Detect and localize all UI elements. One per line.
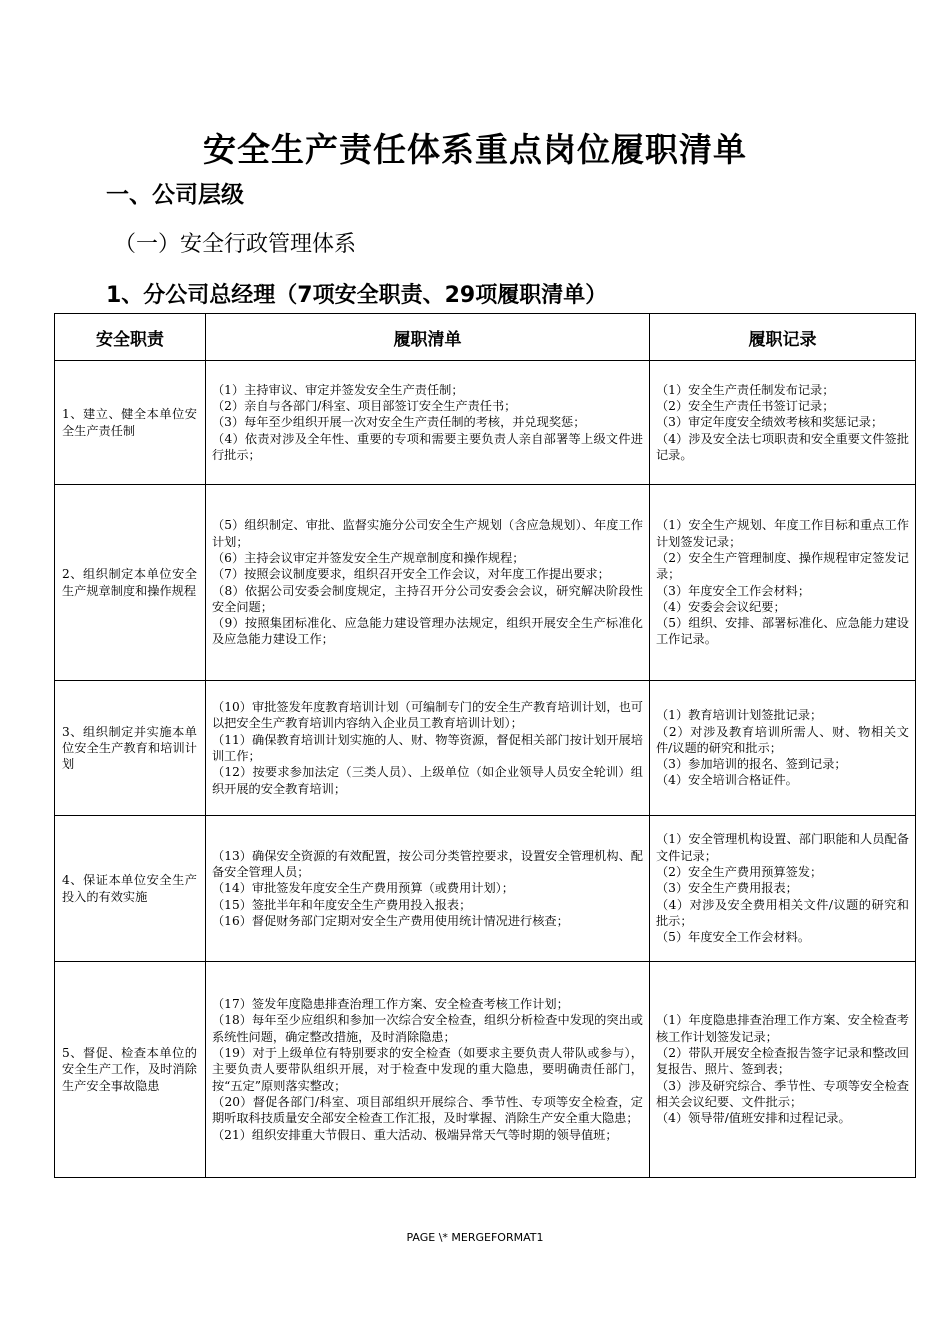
record-item: （4）安委会会议纪要； [656, 599, 786, 614]
checklist-item: （18）每年至少应组织和参加一次综合安全检查，组织分析检查中发现的突出或系统性问题，确定整改措施，及时消除隐患； [212, 1013, 643, 1044]
document-title: 安全生产责任体系重点岗位履职清单 [203, 130, 747, 169]
checklist-item: （8）依据公司安委会制度规定，主持召开分公司安委会会议，研究解决阶段性安全问题； [212, 583, 643, 614]
record-item: （1）安全管理机构设置、部门职能和人员配备文件记录； [656, 832, 909, 863]
section-heading-level3: 1、分公司总经理（7项安全职责、29项履职清单） [106, 283, 608, 308]
checklist-item: （17）签发年度隐患排查治理工作方案、安全检查考核工作计划； [212, 997, 569, 1012]
record-item: （5）年度安全工作会材料。 [656, 930, 811, 945]
checklist-cell [206, 962, 650, 1178]
checklist-item: （2）亲自与各部门/科室、项目部签订安全生产责任书； [212, 399, 517, 414]
table-row [55, 485, 916, 681]
records-cell [650, 681, 916, 816]
checklist-item: （13）确保安全资源的有效配置，按公司分类管控要求，设置安全管理机构、配备安全管理人员； [212, 848, 643, 880]
record-item: （2）带队开展安全检查报告签字记录和整改回复报告、照片、签到表； [656, 1046, 909, 1077]
record-item: （3）参加培训的报名、签到记录； [656, 757, 847, 772]
section-heading-level1: 一、公司层级 [106, 182, 244, 208]
record-item: （4）涉及安全法七项职责和安全重要文件签批记录。 [656, 431, 909, 462]
checklist-cell [206, 361, 650, 485]
checklist-cell [206, 816, 650, 962]
duty-cell: 1、建立、健全本单位安全生产责任制 [55, 361, 206, 485]
section-heading-level2: （一）安全行政管理体系 [114, 232, 357, 257]
checklist-item: （6）主持会议审定并签发安全生产规章制度和操作规程； [212, 550, 525, 565]
record-item: （1）年度隐患排查治理工作方案、安全检查考核工作计划签发记录； [656, 1013, 909, 1044]
duty-cell: 3、组织制定并实施本单位安全生产教育和培训计划 [55, 681, 206, 816]
table-row [55, 681, 916, 816]
duty-cell: 5、督促、检查本单位的安全生产工作，及时消除生产安全事故隐患 [55, 962, 206, 1178]
record-item: （1）教育培训计划签批记录； [656, 708, 823, 723]
header-records: 履职记录 [650, 314, 916, 361]
checklist-item: （1）主持审议、审定并签发安全生产责任制； [212, 382, 464, 397]
records-cell [650, 962, 916, 1178]
checklist-item: （7）按照会议制度要求，组织召开安全工作会议，对年度工作提出要求； [212, 567, 610, 582]
record-item: （3）年度安全工作会材料； [656, 583, 811, 598]
checklist-item: （14）审批签发年度安全生产费用预算（或费用计划）； [212, 881, 514, 896]
checklist-item: （12）按要求参加法定（三类人员）、上级单位（如企业领导人员安全轮训）组织开展的安全教育培训； [212, 765, 643, 796]
duties-table [54, 313, 916, 1178]
header-checklist: 履职清单 [206, 314, 650, 361]
checklist-item: （21）组织安排重大节假日、重大活动、极端异常天气等时期的领导值班； [212, 1127, 618, 1142]
checklist-item: （20）督促各部门/科室、项目部组织开展综合、季节性、专项等安全检查，定期听取科技质量安全部安全检查工作汇报，及时掌握、消除生产安全重大隐患； [212, 1094, 643, 1126]
records-cell [650, 816, 916, 962]
checklist-cell [206, 681, 650, 816]
records-cell [650, 485, 916, 681]
table-row [55, 361, 916, 485]
checklist-item: （10）审批签发年度教育培训计划（可编制专门的安全生产教育培训计划，也可以把安全生产教育培训内容纳入企业员工教育培训计划）； [212, 700, 643, 731]
record-item: （1）安全生产规划、年度工作目标和重点工作计划签发记录； [656, 518, 909, 549]
record-item: （2）安全生产费用预算签发； [656, 865, 823, 880]
checklist-item: （3）每年至少组织开展一次对安全生产责任制的考核，并兑现奖惩； [212, 415, 586, 430]
record-item: （4）对涉及安全费用相关文件/议题的研究和批示； [656, 897, 909, 928]
record-item: （4）安全培训合格证件。 [656, 773, 798, 788]
table-header-row [55, 314, 916, 361]
records-cell [650, 361, 916, 485]
checklist-item: （11）确保教育培训计划实施的人、财、物等资源，督促相关部门按计划开展培训工作； [212, 732, 643, 763]
record-item: （3）涉及研究综合、季节性、专项等安全检查相关会议纪要、文件批示； [656, 1078, 909, 1109]
record-item: （4）领导带/值班安排和过程记录。 [656, 1111, 851, 1126]
checklist-cell [206, 485, 650, 681]
record-item: （2）安全生产管理制度、操作规程审定签发记录； [656, 550, 909, 582]
table-row [55, 962, 916, 1178]
record-item: （3）审定年度安全绩效考核和奖惩记录； [656, 415, 884, 430]
record-item: （5）组织、安排、部署标准化、应急能力建设工作记录。 [656, 616, 909, 647]
checklist-item: （5）组织制定、审批、监督实施分公司安全生产规划（含应急规划）、年度工作计划； [212, 518, 643, 549]
record-item: （3）安全生产费用报表； [656, 881, 798, 896]
checklist-item: （19）对于上级单位有特别要求的安全检查（如要求主要负责人带队或参与），主要负责人要带队组织开展，对于检查中发现的重大隐患，要明确责任部门，按“五定”原则落实整改； [212, 1046, 643, 1093]
checklist-item: （16）督促财务部门定期对安全生产费用使用统计情况进行核查； [212, 913, 569, 928]
checklist-item: （4）依责对涉及全年性、重要的专项和需要主要负责人亲自部署等上级文件进行批示； [212, 431, 643, 462]
record-item: （2）安全生产责任书签订记录； [656, 399, 835, 414]
checklist-item: （9）按照集团标准化、应急能力建设管理办法规定，组织开展安全生产标准化及应急能力建设工作； [212, 616, 643, 647]
checklist-item: （15）签批半年和年度安全生产费用投入报表； [212, 897, 472, 912]
page-footer: PAGE \* MERGEFORMAT1 [406, 1231, 544, 1244]
header-duty: 安全职责 [55, 314, 206, 361]
table-row [55, 816, 916, 962]
duty-cell: 2、组织制定本单位安全生产规章制度和操作规程 [55, 485, 206, 681]
duty-cell: 4、保证本单位安全生产投入的有效实施 [55, 816, 206, 962]
record-item: （1）安全生产责任制发布记录； [656, 382, 835, 397]
record-item: （2）对涉及教育培训所需人、财、物相关文件/议题的研究和批示； [656, 724, 909, 755]
